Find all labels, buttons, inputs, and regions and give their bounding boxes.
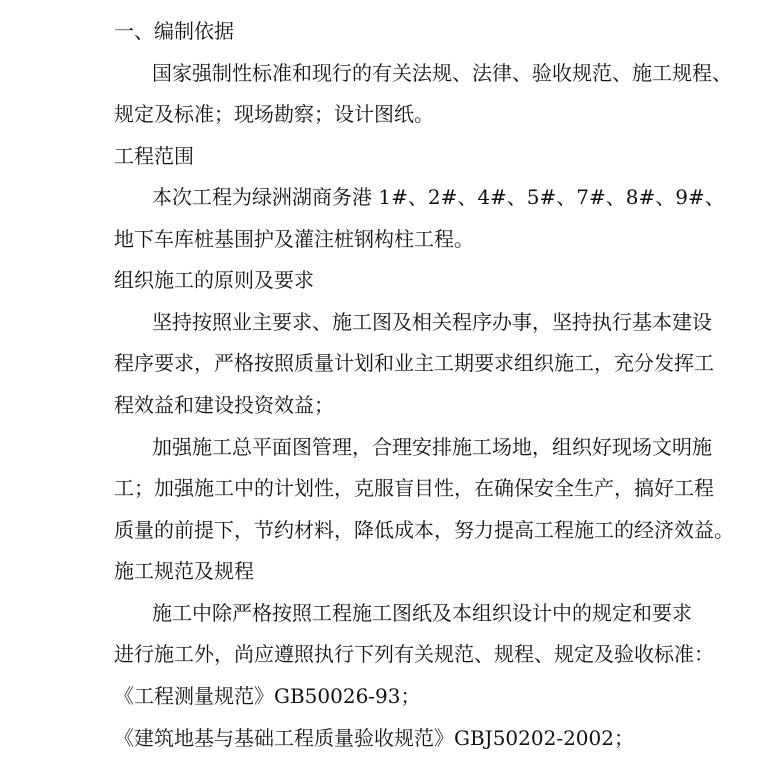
standard-reference: 《建筑地基与基础工程质量验收规范》GBJ50202-2002；: [114, 726, 634, 750]
paragraph-line: 地下车库桩基围护及灌注桩钢构柱工程。: [114, 227, 474, 251]
section-heading-specifications: 施工规范及规程: [114, 559, 254, 583]
paragraph-line: 程序要求，严格按照质量计划和业主工期要求组织施工，充分发挥工: [114, 351, 714, 375]
paragraph-line: 质量的前提下，节约材料，降低成本，努力提高工程施工的经济效益。: [114, 518, 734, 542]
paragraph-line: 本次工程为绿洲湖商务港 1#、2#、4#、5#、7#、8#、9#、: [152, 185, 725, 209]
section-heading-scope: 工程范围: [114, 144, 194, 168]
paragraph-line: 工；加强施工中的计划性，克服盲目性，在确保安全生产，搞好工程: [114, 476, 714, 500]
paragraph-line: 施工中除严格按照工程施工图纸及本组织设计中的规定和要求: [152, 601, 692, 625]
section-heading-basis: 一、编制依据: [114, 19, 234, 43]
paragraph-line: 程效益和建设投资效益；: [114, 393, 334, 417]
paragraph-line: 国家强制性标准和现行的有关法规、法律、验收规范、施工规程、: [152, 61, 732, 85]
section-heading-principles: 组织施工的原则及要求: [114, 268, 314, 292]
paragraph-line: 坚持按照业主要求、施工图及相关程序办事，坚持执行基本建设: [152, 310, 712, 334]
paragraph-line: 加强施工总平面图管理，合理安排施工场地，组织好现场文明施: [152, 435, 712, 459]
paragraph-line: 规定及标准；现场勘察；设计图纸。: [114, 102, 434, 126]
standard-reference: 《工程测量规范》GB50026-93；: [114, 684, 421, 708]
paragraph-line: 进行施工外，尚应遵照执行下列有关规范、规程、规定及验收标准：: [114, 642, 714, 666]
